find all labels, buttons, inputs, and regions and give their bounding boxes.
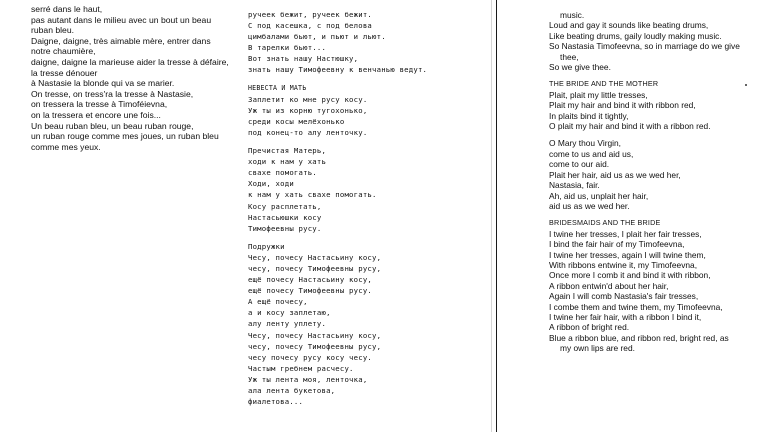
text-line: Again I will comb Nastasia's fair tresses,	[549, 291, 699, 302]
text-line: A ribbon entwin'd about her hair,	[549, 280, 669, 291]
text-line: A ribbon of bright red.	[549, 322, 630, 333]
text-line: чесу, почесу Тимофеевны русу,	[248, 263, 382, 273]
text-line: Plait my hair and bind it with ribbon red,	[549, 100, 696, 111]
text-line: So we give thee.	[549, 62, 611, 73]
text-line: serré dans le haut,	[31, 4, 103, 14]
text-line: Уж ты лента моя, ленточка,	[248, 374, 368, 384]
text-line: I bind the fair hair of my Timofeevna,	[549, 239, 685, 250]
text-line: С под касешка, с под белова	[248, 21, 373, 31]
french-text-column	[31, 4, 236, 152]
text-line: Loud and gay it sounds like beating drums,	[549, 20, 709, 31]
text-line: In plaits bind it tightly,	[549, 110, 629, 121]
text-line: цимбалами бьют, и пьют и льют.	[248, 32, 386, 42]
section-heading: НЕВЕСТА И МАТЬ	[248, 83, 307, 92]
text-line: Like beating drums, gaily loudly making music.	[549, 30, 722, 41]
text-line: Заплетит ко мне русу косу.	[248, 94, 368, 104]
text-line: daigne, daigne la marieuse aider la tresse à défaire,	[31, 56, 229, 67]
text-line: aid us as we wed her.	[549, 200, 630, 211]
text-line: Daigne, daigne, très aimable mère, entrer dans	[31, 35, 211, 46]
text-line: Косу расплетать,	[248, 201, 322, 211]
text-line: O plait my hair and bind it with a ribbon red.	[549, 121, 711, 132]
text-line: ручеек бежит, ручеек бежит.	[248, 10, 373, 19]
text-line: On tresse, on tress'ra la tresse à Nastasie,	[31, 88, 194, 99]
text-line: Ходи, ходи	[248, 179, 294, 189]
text-line: Blue a ribbon blue, and ribbon red, bright red, as	[549, 332, 729, 343]
text-line: к нам у хать свахе помогать.	[248, 190, 377, 200]
text-line: un ruban rouge comme mes joues, un ruban bleu	[31, 131, 219, 142]
text-line: Чесу, почесу Настасьину косу,	[248, 330, 382, 340]
text-line: Пречистая Матерь,	[248, 146, 327, 156]
text-line: свахе помогать.	[248, 168, 317, 178]
text-line: алу ленту уплету.	[248, 319, 327, 329]
text-line: O Mary thou Virgin,	[549, 138, 621, 149]
text-line: чесу, почесу Тимофеевны русу,	[248, 341, 382, 351]
text-line: pas autant dans le milieu avec un bout un beau	[31, 14, 212, 25]
text-line: Ah, aid us, unplait her hair,	[549, 190, 649, 201]
text-line: ала лента букетова,	[248, 386, 336, 395]
text-line: ещё почесу Тимофеевны русу.	[248, 286, 373, 296]
text-line: чесу почесу русу косу чесу.	[248, 352, 373, 362]
text-line: Настасьюшки косу	[248, 212, 322, 222]
text-line: thee,	[560, 51, 579, 62]
text-line: В тарелки бьют...	[248, 43, 327, 53]
text-line: music.	[560, 10, 585, 20]
text-line: comme mes yeux.	[31, 141, 101, 152]
text-line: Nastasia, fair.	[549, 180, 600, 191]
text-line: знать нашу Тимофеевну к венчанью ведут.	[248, 65, 428, 75]
text-line: la tresse dénouer	[31, 67, 98, 78]
text-line: Plait, plait my little tresses,	[549, 89, 648, 100]
english-text-column	[549, 10, 754, 354]
text-line: Plait her hair, aid us as we wed her,	[549, 169, 681, 180]
page-divider	[496, 0, 497, 432]
section-heading: BRIDESMAIDS AND THE BRIDE	[549, 218, 661, 228]
section-heading: Подружки	[248, 241, 285, 251]
text-line: под конец-то алу ленточку.	[248, 127, 368, 137]
text-line: Уж ты из корню тугохонько,	[248, 105, 368, 115]
text-line: my own lips are red.	[560, 343, 635, 354]
text-line: среди косы мелёхонько	[248, 116, 345, 126]
text-line: Un beau ruban bleu, un beau ruban rouge,	[31, 120, 194, 131]
text-line: on la tressera et encore une fois...	[31, 109, 161, 120]
text-line: I twine her tresses, I plait her fair tresses,	[549, 228, 702, 239]
text-line: ruban bleu.	[31, 25, 75, 36]
text-line: à Nastasie la blonde qui va se marier.	[31, 78, 175, 89]
text-line: Once more I comb it and bind it with ribbon,	[549, 270, 711, 281]
text-line: come to our aid.	[549, 159, 610, 170]
text-line: come to us and aid us,	[549, 148, 634, 159]
text-line: With ribbons entwine it, my Timofeevna,	[549, 259, 698, 270]
text-line: Вот знать нашу Настюшку,	[248, 54, 359, 64]
text-line: Частым гребнем расчесу.	[248, 363, 354, 373]
text-line: I twine her tresses, again I will twine them,	[549, 249, 706, 260]
section-heading: THE BRIDE AND THE MOTHER	[549, 79, 659, 89]
text-line: А ещё почесу,	[248, 297, 308, 307]
text-line: а и косу заплетаю,	[248, 308, 331, 318]
russian-text-column	[248, 9, 453, 407]
text-line: notre chaumière,	[31, 46, 96, 57]
text-line: ходи к нам у хать	[248, 157, 327, 167]
text-line: ещё почесу Настасьину косу,	[248, 275, 373, 285]
text-line: Тимофеевны русу.	[248, 223, 322, 233]
text-line: Чесу, почесу Настасьину косу,	[248, 252, 382, 262]
text-line: So Nastasia Timofeevna, so in marriage do we give	[549, 41, 740, 52]
text-line: фиалетова...	[248, 397, 304, 407]
text-line: I combe them and twine them, my Timofeevna,	[549, 301, 723, 312]
text-line: I twine her fair hair, with a ribbon I bind it,	[549, 311, 702, 322]
page-gutter-shadow	[491, 0, 492, 432]
text-line: on tressera la tresse à Timoféievna,	[31, 99, 168, 110]
